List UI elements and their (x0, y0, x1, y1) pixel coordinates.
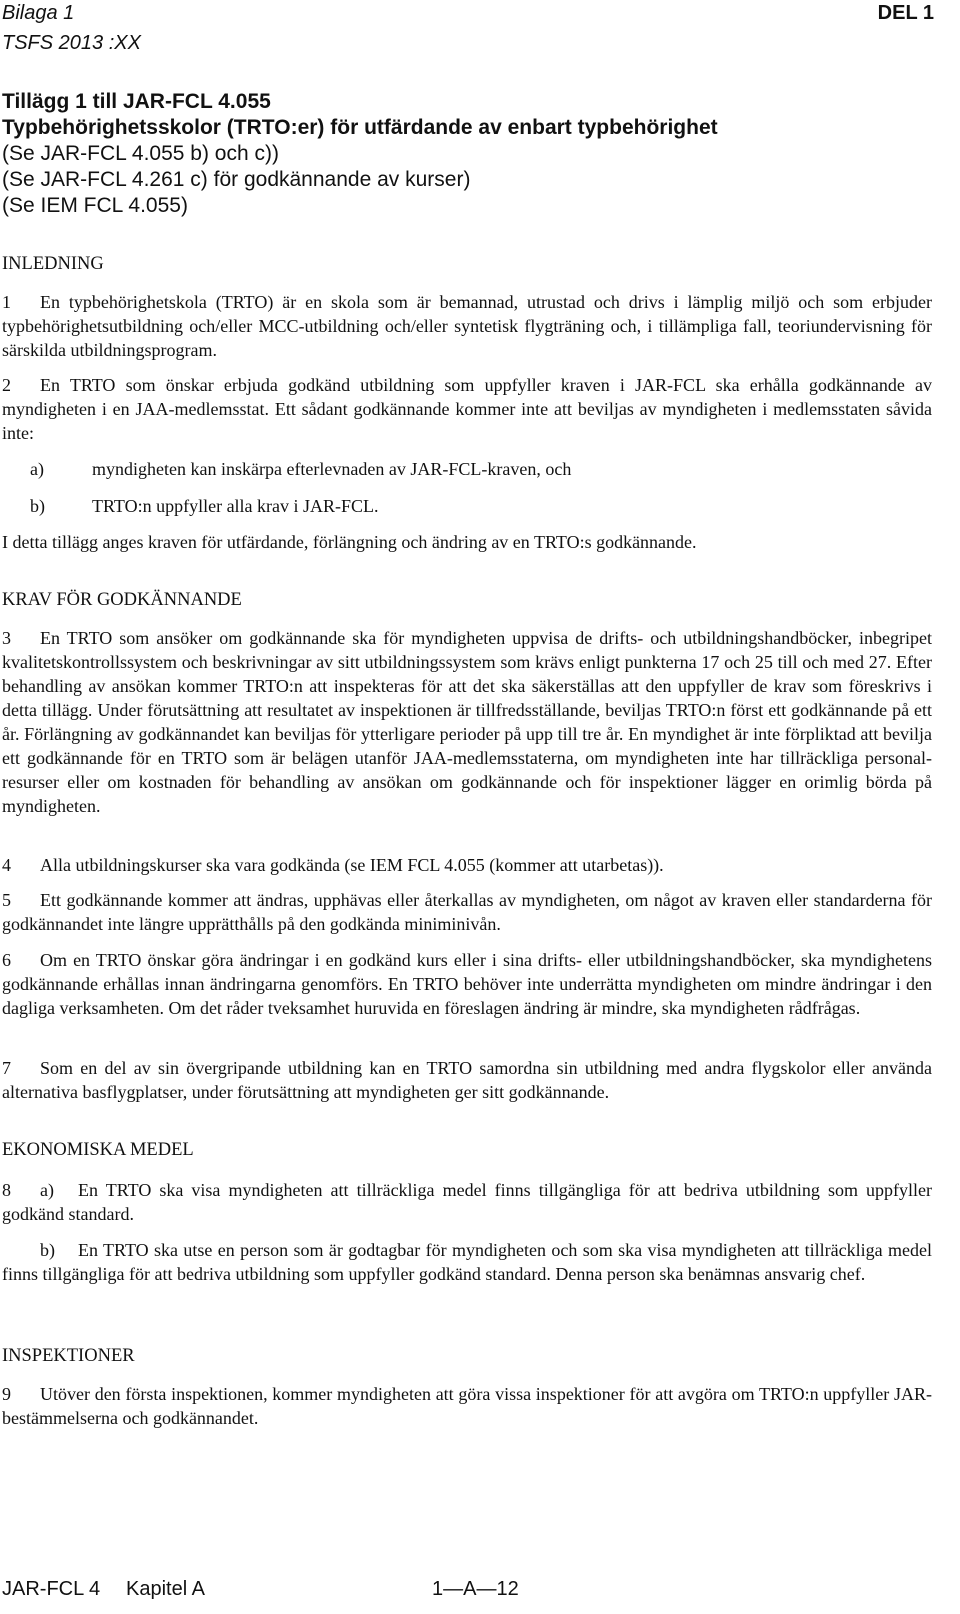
paragraph-text: Ett godkännande kommer att ändras, upphävas eller återkallas av myndigheten, om något av kraven eller standarderna för godkännandet inte längre upprätthålls på den godkända miniminivån. (2, 890, 932, 934)
paragraph-number: 7 (2, 1058, 11, 1078)
section-heading-inledning: INLEDNING (2, 254, 104, 274)
title-reference: (Se JAR-FCL 4.261 c) för godkännande av kurser) (2, 168, 471, 191)
paragraph-number: 8 (2, 1180, 11, 1200)
title-reference: (Se JAR-FCL 4.055 b) och c)) (2, 142, 279, 165)
paragraph-text: Om en TRTO önskar göra ändringar i en godkänd kurs eller i sina drifts- eller utbildningshandböcker, ska myndighetens godkännande erhållas innan ändringarna genomförs. En TRTO behöver inte underrätta myndigheten om mindre ändringar i den dagliga verksamheten. Om det råder tveksamhet huruvida en föreslagen ändring är mindre, ska myndigheten rådfrågas. (2, 950, 932, 1018)
paragraph-text: En typbehörighetskola (TRTO) är en skola som är bemannad, utrustad och drivs i lämplig miljö och som erbjuder typbehörighetsutbildning och/eller MCC-utbildning och/eller syntetisk flygträning och, i tillämpliga fall, teoriundervisning för särskilda utbildningsprogram. (2, 292, 932, 360)
paragraph-text: En TRTO ska utse en person som är godtagbar för myndigheten och som ska visa myndigheten att tillräckliga medel finns tillgängliga för att bedriva utbildning som uppfyller godkänd standard. Denna person ska benämnas ansvarig chef. (2, 1240, 932, 1284)
document-title (2, 90, 718, 218)
header-regulation: TSFS 2013 :XX (2, 32, 141, 54)
paragraph-text: Som en del av sin övergripande utbildning kan en TRTO samordna sin utbildning med andra flygskolor eller använda alternativa basflygplatser, under förutsättning att myndigheten ger sitt godkännande. (2, 1058, 932, 1102)
paragraph-number: 5 (2, 890, 11, 910)
paragraph-sub-label: b) (40, 1240, 55, 1260)
paragraph-2-summary: I detta tillägg anges kraven för utfärdande, förlängning och ändring av en TRTO:s godkännande. (2, 532, 697, 552)
section-heading-krav: KRAV FÖR GODKÄNNANDE (2, 590, 242, 610)
footer-document: JAR-FCL 4 (2, 1578, 101, 1600)
paragraph-number: 6 (2, 950, 11, 970)
paragraph-text: En TRTO ska visa myndigheten att tillräckliga medel finns tillgängliga för att bedriva utbildning som uppfyller godkänd standard. (2, 1180, 932, 1224)
list-item-text: TRTO:n uppfyller alla krav i JAR-FCL. (92, 496, 379, 516)
paragraph-text: Utöver den första inspektionen, kommer myndigheten att göra vissa inspektioner för att avgöra om TRTO:n uppfyller JAR-bestämmelserna och godkännandet. (2, 1384, 932, 1428)
header-appendix: Bilaga 1 (2, 2, 75, 24)
paragraph-text: En TRTO som önskar erbjuda godkänd utbildning som uppfyller kraven i JAR-FCL ska erhålla godkännande av myndigheten i en JAA-medlemsstat. Ett sådant godkännande kommer inte att beviljas av myndigheten i medlemsstaten såvida inte: (2, 375, 932, 443)
paragraph-text: En TRTO som ansöker om godkännande ska för myndigheten uppvisa de drifts- och utbildningshandböcker, inbegripet kvalitetskontrollssystem och beskrivningar av sitt utbildningssystem som krävs enligt punkterna 17 och 25 till och med 27. Efter behandling av ansökan kommer TRTO:n att inspekteras för att det ska säkerställas att den uppfyller de krav som föreskrivs i detta tillägg. Under förutsättning att resultatet av inspektionen är tillfredsställande, beviljas TRTO:n först ett godkännande på ett år. Förlängning av godkännandet kan beviljas för ytterligare perioder på upp till tre år. En myndighet är inte förpliktad att bevilja ett godkännande för en TRTO som är belägen utanför JAA-medlemsstaterna, om myndigheten inte har tillräckliga personalresurser eller om kostnaden för behandling av ansökan om godkännande och för inspektioner lägger en orimlig börda på myndigheten. (2, 628, 932, 816)
section-heading-ekonomiska: EKONOMISKA MEDEL (2, 1140, 194, 1160)
header-part: DEL 1 (877, 2, 934, 24)
list-item-b (30, 494, 379, 518)
title-reference: (Se IEM FCL 4.055) (2, 194, 188, 217)
list-item-label: a) (30, 459, 44, 479)
section-heading-inspektioner: INSPEKTIONER (2, 1346, 135, 1366)
paragraph-8a (2, 1178, 932, 1226)
paragraph-number: 9 (2, 1384, 11, 1404)
list-item-text: myndigheten kan inskärpa efterlevnaden av JAR-FCL-kraven, och (92, 459, 572, 479)
list-item-label: b) (30, 496, 45, 516)
paragraph-4 (2, 853, 932, 877)
list-item-a (30, 457, 571, 481)
paragraph-5 (2, 888, 932, 936)
paragraph-number: 1 (2, 292, 11, 312)
paragraph-number: 2 (2, 375, 11, 395)
paragraph-9 (2, 1382, 932, 1430)
paragraph-8b (2, 1238, 932, 1286)
paragraph-text: Alla utbildningskurser ska vara godkända (se IEM FCL 4.055 (kommer att utarbetas)). (40, 855, 664, 875)
paragraph-2 (2, 373, 932, 445)
footer-page-number: 1—A—12 (432, 1578, 519, 1600)
paragraph-1 (2, 290, 932, 362)
paragraph-7 (2, 1056, 932, 1104)
title-line: Typbehörighetsskolor (TRTO:er) för utfärdande av enbart typbehörighet (2, 116, 718, 139)
paragraph-number: 3 (2, 628, 11, 648)
title-line: Tillägg 1 till JAR-FCL 4.055 (2, 90, 271, 113)
footer-chapter: Kapitel A (126, 1578, 205, 1600)
paragraph-3 (2, 626, 932, 818)
paragraph-sub-label: a) (40, 1180, 54, 1200)
paragraph-number: 4 (2, 855, 11, 875)
paragraph-6 (2, 948, 932, 1020)
